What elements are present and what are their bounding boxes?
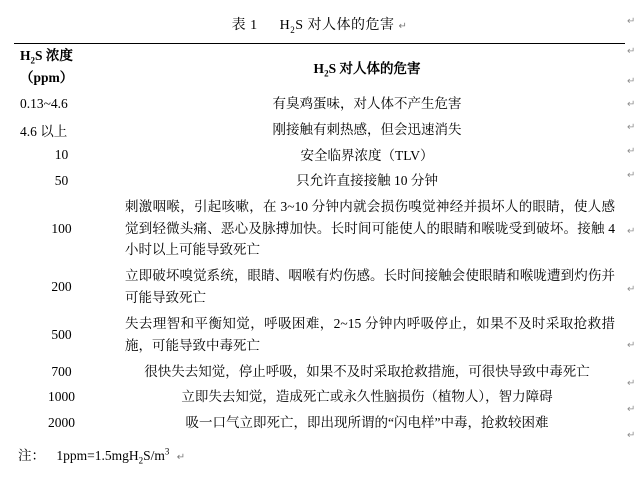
table-row [14,384,625,410]
table-caption-text: $H_2S$ 对人体的危害 [279,18,395,35]
cell-harm: 失去理智和平衡知觉，呼吸困难，2~15 分钟内呼吸停止，如果不及时采取抢救措施，可能导致中毒死亡 [125,316,615,353]
table-row [14,143,625,169]
table-row [14,117,625,143]
table-row [14,359,625,385]
cell-concentration: 4.6 以上 [20,123,68,139]
table-row [14,194,625,264]
note-text: $1ppm=1.5mgH_2S/m^3$ [56,446,170,466]
cell-harm: 安全临界浓度（TLV） [300,147,434,163]
table-row [14,263,625,311]
cell-harm: 有臭鸡蛋味，对人体不产生危害 [272,96,462,112]
cell-concentration: 200 [51,279,72,295]
cell-harm: 很快失去知觉，停止呼吸，如果不及时采取抢救措施，可很快导致中毒死亡 [144,363,590,379]
cell-concentration: 50 [54,172,69,188]
table-note [14,444,625,466]
cell-concentration: 0.13~4.6 [20,96,68,112]
cell-concentration: 10 [54,147,69,163]
paragraph-mark-icon: ↵ [398,21,408,32]
table-row [14,410,625,436]
table-row [14,168,625,194]
cell-harm: 只允许直接接触 10 分钟 [296,173,438,189]
header-harm: $H_2S$ 对人体的危害 [109,43,625,91]
cell-concentration: 1000 [48,389,75,405]
cell-harm: 立即失去知觉，造成死亡或永久性脑损伤（植物人），智力障碍 [181,389,553,405]
cell-harm: 立即破坏嗅觉系统，眼睛、咽喉有灼伤感。长时间接触会使眼睛和喉咙遭到灼伤并可能导致死亡 [125,268,615,306]
note-label: 注： [18,447,45,463]
table-caption [14,14,625,35]
cell-concentration: 100 [51,220,72,236]
table-header-row [14,43,625,91]
cell-concentration: 2000 [48,414,75,430]
hs-harm-table [14,43,625,436]
cell-harm: 刚接触有刺热感，但会迅速消失 [272,121,462,137]
table-row [14,311,625,359]
cell-concentration: 500 [51,326,72,342]
cell-concentration: 700 [51,363,72,379]
table-caption-label: 表 1 [231,18,258,33]
cell-harm: 刺激咽喉，引起咳嗽，在 3~10 分钟内就会损伤嗅觉神经并损坏人的眼睛，使人感觉到轻微头痛、恶心及脉搏加快。长时间可能使人的眼睛和喉咙受到破坏。接触 4 小时以上可能导致死亡 [125,198,615,258]
table-row [14,91,625,117]
cell-harm: 吸一口气立即死亡，即出现所谓的“闪电样”中毒，抢救较困难 [185,414,549,430]
paragraph-mark-icon: ↵ [176,451,186,463]
header-concentration: $H_2S$ 浓度 （ppm） [14,43,109,91]
line-end-marks: ↵ ↵ ↵ ↵ ↵ ↵ ↵ ↵ ↵ ↵ ↵ ↵ ↵ [627,16,636,441]
